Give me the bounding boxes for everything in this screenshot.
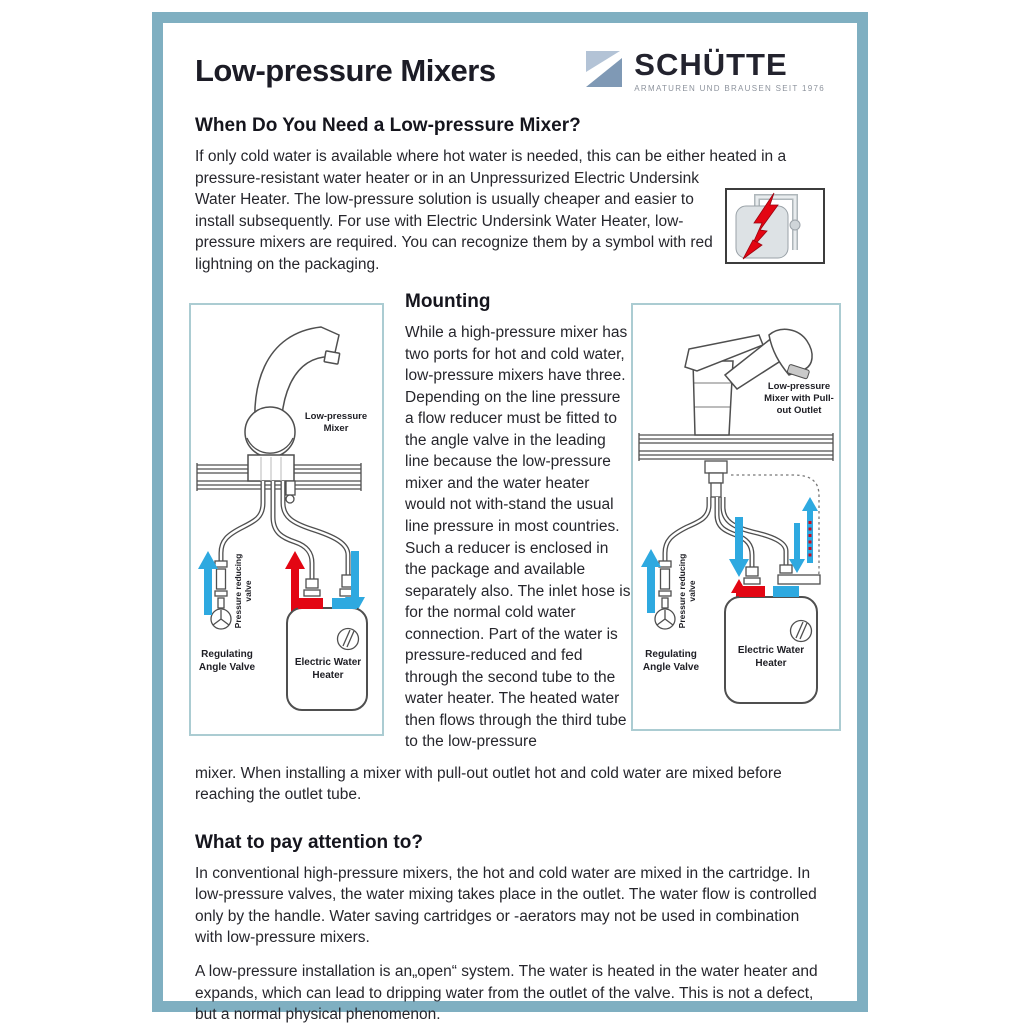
page-frame bbox=[152, 12, 868, 1024]
mounting-column bbox=[405, 291, 631, 753]
brand-logo-text-block bbox=[634, 49, 825, 93]
mixer-label: Low-pressure Mixer bbox=[304, 411, 368, 435]
cold-port bbox=[773, 586, 799, 597]
hot-port bbox=[739, 586, 765, 597]
page-title: Low-pressure Mixers bbox=[195, 53, 496, 88]
attention-section bbox=[195, 832, 825, 1026]
hot-port bbox=[298, 598, 323, 609]
schuette-logo-mark-icon bbox=[584, 49, 624, 89]
pressure-reducing-valve-label: Pressure reducing valve bbox=[233, 553, 254, 629]
pressure-reducing-valve-label: Pressure reducing valve bbox=[677, 553, 698, 629]
mounting-continuation-paragraph: mixer. When installing a mixer with pull-out outlet hot and cold water are mixed before reaching the outlet tube. bbox=[195, 764, 782, 804]
attention-paragraph-2: A low-pressure installation is an„open“ system. The water is heated in the water heater and expands, which can lead to dripping water from the outlet of the valve. This is not a defect, but a normal physical phenomenon. bbox=[195, 963, 818, 1024]
mixer-label: Low-pressure Mixer with Pull-out Outlet bbox=[764, 381, 834, 416]
regulating-angle-valve-label: Regulating Angle Valve bbox=[198, 649, 256, 673]
cold-port bbox=[332, 598, 357, 609]
intro-heading: When Do You Need a Low-pressure Mixer? bbox=[195, 115, 581, 136]
mounting-heading: Mounting bbox=[405, 291, 491, 313]
brand-logo bbox=[584, 49, 825, 93]
intro-section bbox=[195, 146, 825, 275]
diagram-low-pressure-mixer bbox=[189, 303, 384, 736]
mounting-section bbox=[195, 291, 834, 753]
mounting-paragraph: While a high-pressure mixer has two ports for hot and cold water, low-pressure mixers have three. Depending on the line pressure a flow reducer must be fitted to the angle valve in the leading line because the low-pressure mixer and the water heater would not with-stand the usual line pressure in most countries. Such a reducer is enclosed in the package and available separately also. The inlet hose is for the normal cold water connection. Part of the water is pressure-reduced and fed through the second tube to the water heater. The heated water then flows through the third tube to the low-pressure bbox=[405, 324, 631, 751]
lightning-symbol-figure bbox=[725, 188, 825, 264]
brand-name: SCHÜTTE bbox=[634, 47, 788, 82]
red-lightning-heater-icon bbox=[727, 190, 819, 262]
attention-paragraph-1: In conventional high-pressure mixers, the hot and cold water are mixed in the cartridge. In low-pressure valves, the water mixing takes place in the outlet. The water flow is controlled only by the handle. Water saving cartridges or -aerators may not be used in combination with low-pressure mixers. bbox=[195, 864, 817, 947]
page-content bbox=[163, 23, 857, 1026]
intro-paragraph: If only cold water is available where hot water is needed, this can be either heated in a pressure-resistant water heater or in an Unpressurized Electric Undersink Water Heater. The low-pressure solution is usually cheaper and easier to install subsequently. For use with Electric Undersink Water Heater, low-pressure mixers are required. You can recognize them by a symbol with red lightning on the packaging. bbox=[195, 148, 787, 273]
brand-tagline: ARMATUREN UND BRAUSEN SEIT 1976 bbox=[634, 84, 825, 93]
diagram-pullout-mixer bbox=[631, 303, 841, 731]
page-header bbox=[195, 47, 825, 93]
regulating-angle-valve-label: Regulating Angle Valve bbox=[642, 649, 700, 673]
electric-water-heater-label: Electric Water Heater bbox=[737, 645, 805, 669]
electric-water-heater-label: Electric Water Heater bbox=[294, 657, 362, 681]
cold-inlet-up-arrow bbox=[641, 549, 661, 613]
attention-heading: What to pay attention to? bbox=[195, 831, 423, 853]
